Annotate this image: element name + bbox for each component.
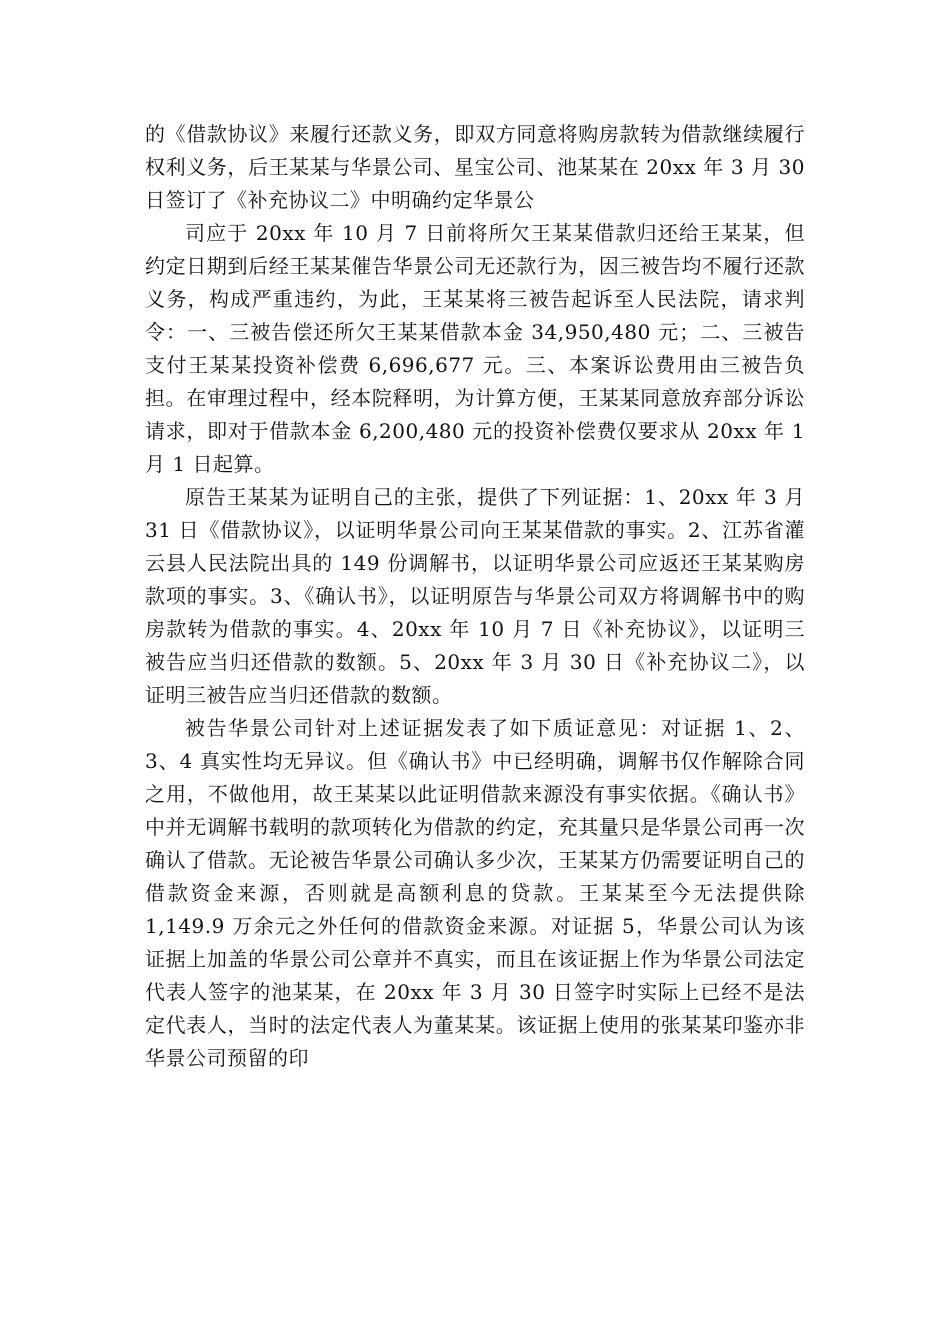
paragraph-defendant-opinion: 被告华景公司针对上述证据发表了如下质证意见：对证据 1、2、3、4 真实性均无异议。但《确认书》中已经明确，调解书仅作解除合同之用，不做他用，故王某某以此证明借款来源没有事实依据。《确认书》中并无调解书载明的款项转化为借款的约定，充其量只是华景公司再一次确认了借款。无论被告华景公司确认多少次，王某某方仍需要证明自己的借款资金来源，否则就是高额利息的贷款。王某某至今无法提供除 1,149.9 万余元之外任何的借款资金来源。对证据 5，华景公司认为该证据上加盖的华景公司公章并不真实，而且在该证据上作为华景公司法定代表人签字的池某某，在 20xx 年 3 月 30 日签字时实际上已经不是法定代表人，当时的法定代表人为董某某。该证据上使用的张某某印鉴亦非华景公司预留的印 [145,716,805,1070]
paragraph-continuation: 的《借款协议》来履行还款义务，即双方同意将购房款转为借款继续履行权利义务，后王某某与华景公司、星宝公司、池某某在 20xx 年 3 月 30 日签订了《补充协议二》中明确约定华景公 [145,122,805,212]
paragraph-claims: 司应于 20xx 年 10 月 7 日前将所欠王某某借款归还给王某某，但约定日期到后经王某某催告华景公司无还款行为，因三被告均不履行还款义务，构成严重违约，为此，王某某将三被告起诉至人民法院，请求判令：一、三被告偿还所欠王某某借款本金 34,950,480 元；二、三被告支付王某某投资补偿费 6,696,677 元。三、本案诉讼费用由三被告负担。在审理过程中，经本院释明，为计算方便，王某某同意放弃部分诉讼请求，即对于借款本金 6,200,480 元的投资补偿费仅要求从 20xx 年 1 月 1 日起算。 [145,221,805,476]
document-page [145,118,805,1075]
paragraph-plaintiff-evidence: 原告王某某为证明自己的主张，提供了下列证据：1、20xx 年 3 月 31 日《借款协议》，以证明华景公司向王某某借款的事实。2、江苏省灌云县人民法院出具的 149 份调解书，以证明华景公司应返还王某某购房款项的事实。3、《确认书》，以证明原告与华景公司双方将调解书中的购房款转为借款的事实。4、20xx 年 10 月 7 日《补充协议》，以证明三被告应当归还借款的数额。5、20xx 年 3 月 30 日《补充协议二》，以证明三被告应当归还借款的数额。 [145,485,805,707]
